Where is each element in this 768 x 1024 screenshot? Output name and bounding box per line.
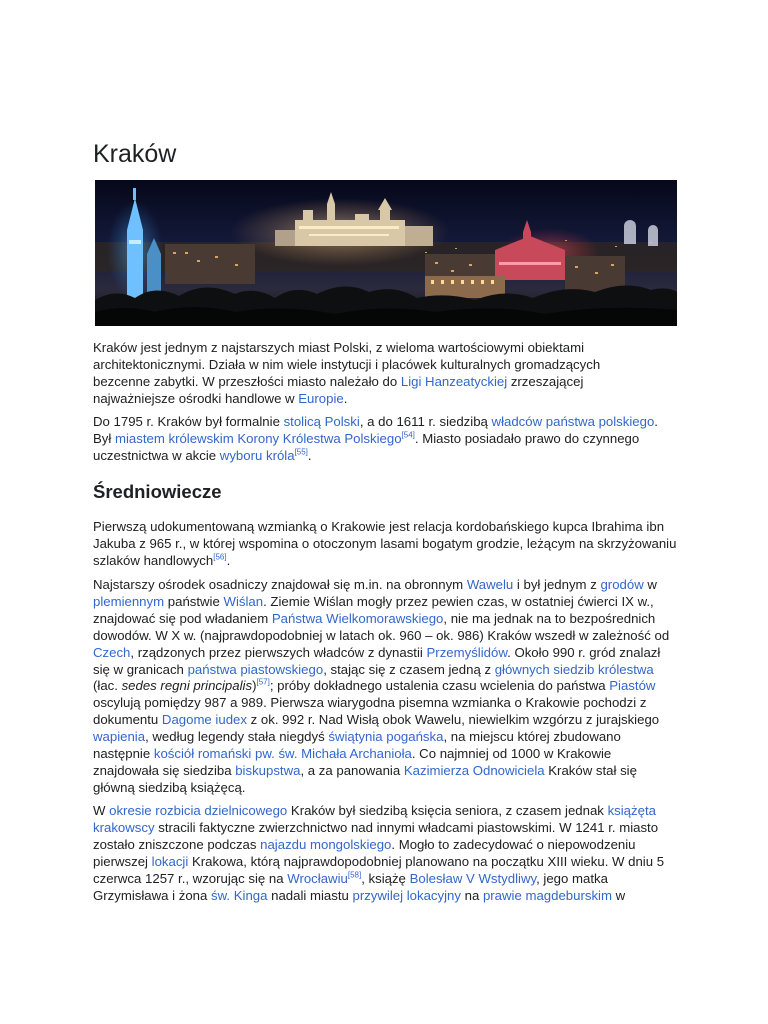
text-run: . Ziemie Wiślan mogły przez pewien czas, w ostatniej ćwierci IX w., znajdować się pod władaniem	[93, 593, 654, 626]
link-wroclawiu[interactable]: Wrocławiu	[287, 870, 348, 886]
link-ksiazeta-krakowscy[interactable]: książęta krakowscy	[93, 803, 656, 835]
link-przemyslidow[interactable]: Przemyślidów	[426, 644, 508, 660]
citation-link[interactable]: [55]	[294, 447, 308, 457]
text-run: . Około 990 r. gród znalazł się w granicach	[93, 644, 661, 677]
link-kosciol-romanski-pw-sw-michala-archaniola[interactable]: kościół romański pw. św. Michała Archanioła	[153, 746, 412, 762]
link-przywilej-lokacyjny[interactable]: przywilej lokacyjny	[352, 887, 461, 903]
section-paragraph-1	[93, 519, 677, 570]
link-grodow[interactable]: grodów	[600, 577, 644, 592]
link-ligi-hanzeatyckiej[interactable]: Ligi Hanzeatyckiej	[400, 373, 508, 389]
link-wapienia[interactable]: wapienia	[93, 729, 146, 745]
text-run: . Mogło to zadecydować o niepowodzeniu pierwszej	[93, 836, 636, 869]
link-swiatynia-poganska[interactable]: świątynia pogańska	[328, 729, 444, 745]
text-run: Najstarszy ośrodek osadniczy znajdował się m.in. na obronnym	[93, 577, 467, 592]
text-run: , stając się z czasem jedną z	[323, 661, 495, 677]
citation-link[interactable]: [54]	[401, 430, 415, 440]
link-glownych-siedzib-krolestwa[interactable]: głównych siedzib królestwa	[494, 661, 654, 677]
citation	[348, 870, 361, 879]
link-wladcow-panstwa-polskiego[interactable]: władców państwa polskiego	[491, 414, 655, 429]
text-run: )	[252, 678, 257, 694]
citation	[213, 552, 226, 561]
text-run: Krakowa, którą najprawdopodobniej planowano na początku XIII wieku. W dniu 5 czerwca 1257 r., wzorując się na	[93, 853, 665, 886]
text-run: w	[611, 887, 626, 903]
text-run: , rządzonych przez pierwszych władców z dynastii	[130, 644, 427, 660]
citation	[256, 678, 269, 687]
text-run: , nie ma jednak na to bezpośrednich dowodów. W X w. (najprawdopodobniej w latach ok. 960 – ok. 986) Kraków wszedł w zależność od	[93, 610, 670, 643]
link-okresie-rozbicia-dzielnicowego[interactable]: okresie rozbicia dzielnicowego	[109, 803, 288, 818]
text-run: , jego matka Grzymisława i żona	[93, 870, 608, 903]
text-run: , według legendy stała niegdyś	[145, 729, 329, 745]
link-biskupstwa[interactable]: biskupstwa	[235, 762, 301, 778]
text-run: Pierwszą udokumentowaną wzmianką o Krakowie jest relacja kordobańskiego kupca Ibrahima ibn Jakuba z 965 r., w której wspomina o otoczonym lasami bogatym grodzie, leżącym na skrzyżowaniu szlaków handlowych	[93, 519, 677, 568]
night-panorama-illustration	[95, 180, 677, 326]
text-run: . Miasto posiadało prawo do czynnego uczestnictwa w akcie	[93, 430, 640, 463]
link-sw-kinga[interactable]: św. Kinga	[211, 887, 268, 903]
intro-paragraph-1	[93, 340, 653, 408]
text-run: .	[343, 390, 348, 406]
text-run: na	[460, 887, 483, 903]
link-stolica-polski[interactable]: stolicą Polski	[283, 414, 360, 429]
link-miastem-krolewskim-korony-krolestwa-polskiego[interactable]: miastem królewskim Korony Królestwa Polskiego	[114, 430, 402, 446]
link-wawelu[interactable]: Wawelu	[466, 577, 514, 592]
link-prawie-magdeburskim[interactable]: prawie magdeburskim	[482, 887, 612, 903]
citation	[295, 447, 308, 456]
citation-link[interactable]: [57]	[256, 678, 270, 688]
link-kazimierza-odnowiciela[interactable]: Kazimierza Odnowiciela	[403, 762, 545, 778]
text-run: ; próby dokładnego ustalenia czasu wcielenia do państwa	[269, 678, 610, 694]
link-wislan[interactable]: Wiślan	[223, 593, 264, 609]
text-run: w	[643, 577, 657, 592]
citation-link[interactable]: [56]	[213, 552, 227, 562]
intro-paragraph-2	[93, 414, 677, 465]
section-heading: Średniowiecze	[93, 481, 222, 502]
link-piastow[interactable]: Piastów	[609, 678, 656, 694]
page-title: Kraków	[93, 140, 177, 168]
text-run: nadali miastu	[267, 887, 353, 903]
text-run: , książę	[361, 870, 410, 886]
text-run: , a do 1611 r. siedzibą	[359, 414, 492, 429]
citation-link[interactable]: [58]	[347, 870, 362, 880]
link-czech[interactable]: Czech	[93, 644, 131, 660]
text-run: .	[307, 447, 312, 463]
city-panorama-image	[95, 180, 677, 326]
text-run: państwie	[164, 593, 224, 609]
link-panstwa-wielkomorawskiego[interactable]: Państwa Wielkomorawskiego	[271, 610, 444, 626]
link-boleslaw-v-wstydliwy[interactable]: Bolesław V Wstydliwy	[409, 870, 537, 886]
text-run: . Był	[93, 414, 658, 446]
text-run: W	[93, 803, 110, 818]
text-run: , a za panowania	[300, 762, 404, 778]
text-run: .	[226, 552, 231, 568]
link-lokacji[interactable]: lokacji	[151, 853, 189, 869]
latin-term: sedes regni principalis	[121, 678, 253, 694]
text-run: , na miejscu której zbudowano następnie	[93, 729, 621, 762]
text-run: zrzeszającej najważniejsze ośrodki handlowe w	[93, 373, 584, 406]
text-run: oscylują pomiędzy 987 a 989. Pierwsza wiarygodna pisemna wzmianka o Krakowie pochodzi z dokumentu	[93, 695, 647, 728]
link-plemiennym[interactable]: plemiennym	[93, 593, 165, 609]
link-panstwa-piastowskiego[interactable]: państwa piastowskiego	[187, 661, 324, 677]
text-run: i był jednym z	[513, 577, 601, 592]
section-paragraph-3	[93, 803, 677, 904]
link-najazdu-mongolskiego[interactable]: najazdu mongolskiego	[260, 836, 392, 852]
link-wyboru-krola[interactable]: wyboru króla	[219, 447, 295, 463]
section-paragraph-2	[93, 577, 677, 797]
text-run: Do 1795 r. Kraków był formalnie	[93, 414, 284, 429]
link-europie[interactable]: Europie	[298, 390, 344, 406]
text-run: Kraków stał się główną siedzibą książęcą.	[93, 762, 637, 795]
text-run: stracili faktyczne zwierzchnictwo nad innymi władcami piastowskimi. W 1241 r. miasto zostało zniszczone podczas	[93, 819, 659, 852]
text-run: (łac.	[93, 678, 122, 694]
text-run: z ok. 992 r. Nad Wisłą obok Wawelu, niewielkim wzgórzu z jurajskiego	[246, 712, 660, 728]
link-dagome-iudex[interactable]: Dagome iudex	[161, 712, 247, 728]
text-run: Kraków jest jednym z najstarszych miast Polski, z wieloma wartościowymi obiektami architektonicznymi. Działa w nim wiele instytucji i placówek kulturalnych gromadzących bezcenne zabytki. W przeszłości miasto należało do	[93, 340, 601, 389]
text-run: Kraków był siedzibą księcia seniora, z czasem jednak	[287, 803, 608, 818]
text-run: . Co najmniej od 1000 w Krakowie znajdowała się siedziba	[93, 746, 612, 778]
citation	[402, 431, 415, 440]
